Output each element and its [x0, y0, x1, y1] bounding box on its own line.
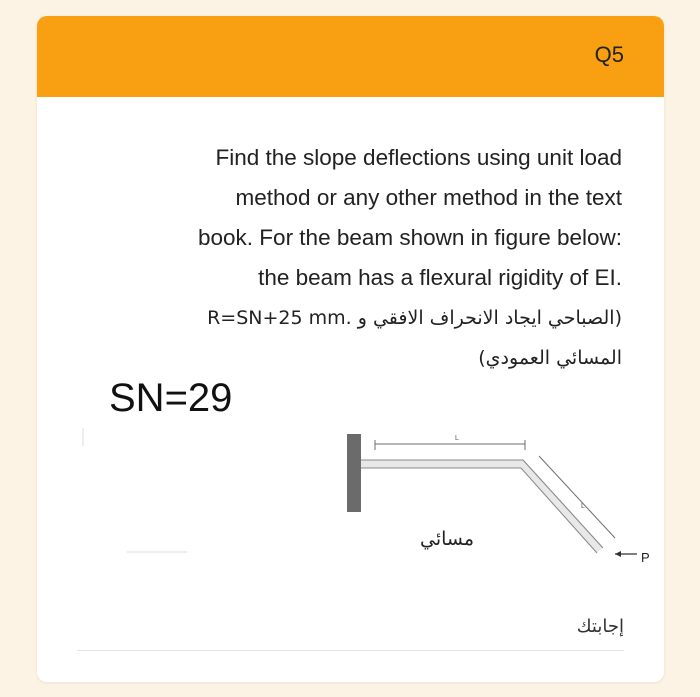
load-label: P	[641, 550, 650, 565]
beam-outline	[361, 460, 603, 553]
faint-mark	[127, 551, 187, 553]
question-line-3: book. For the beam shown in figure below:	[198, 225, 622, 250]
answer-input-line[interactable]	[77, 650, 624, 651]
answer-label: إجابتك	[576, 616, 624, 637]
beam-body	[361, 464, 600, 550]
question-text	[77, 138, 622, 378]
question-line-4: the beam has a flexural rigidity of EI.	[258, 265, 622, 290]
question-line-5: (الصباحي ايجاد الانحراف الافقي و .R=SN+25 mm	[207, 307, 622, 329]
question-line-1: Find the slope deflections using unit load	[215, 145, 622, 170]
question-number: Q5	[594, 42, 624, 67]
label-top-length: L	[455, 435, 459, 442]
question-line-2: method or any other method in the text	[235, 185, 622, 210]
handwritten-sn: SN=29	[109, 376, 233, 420]
handwritten-note: مسائي	[420, 528, 475, 550]
faint-mark	[82, 428, 84, 446]
fixed-support	[347, 434, 361, 512]
label-diagonal-length: L	[581, 503, 585, 510]
question-line-6: المسائي العمودي)	[478, 347, 622, 369]
load-arrowhead	[615, 551, 621, 557]
question-card	[37, 16, 664, 682]
card-header	[37, 16, 664, 97]
beam-figure	[337, 426, 657, 586]
